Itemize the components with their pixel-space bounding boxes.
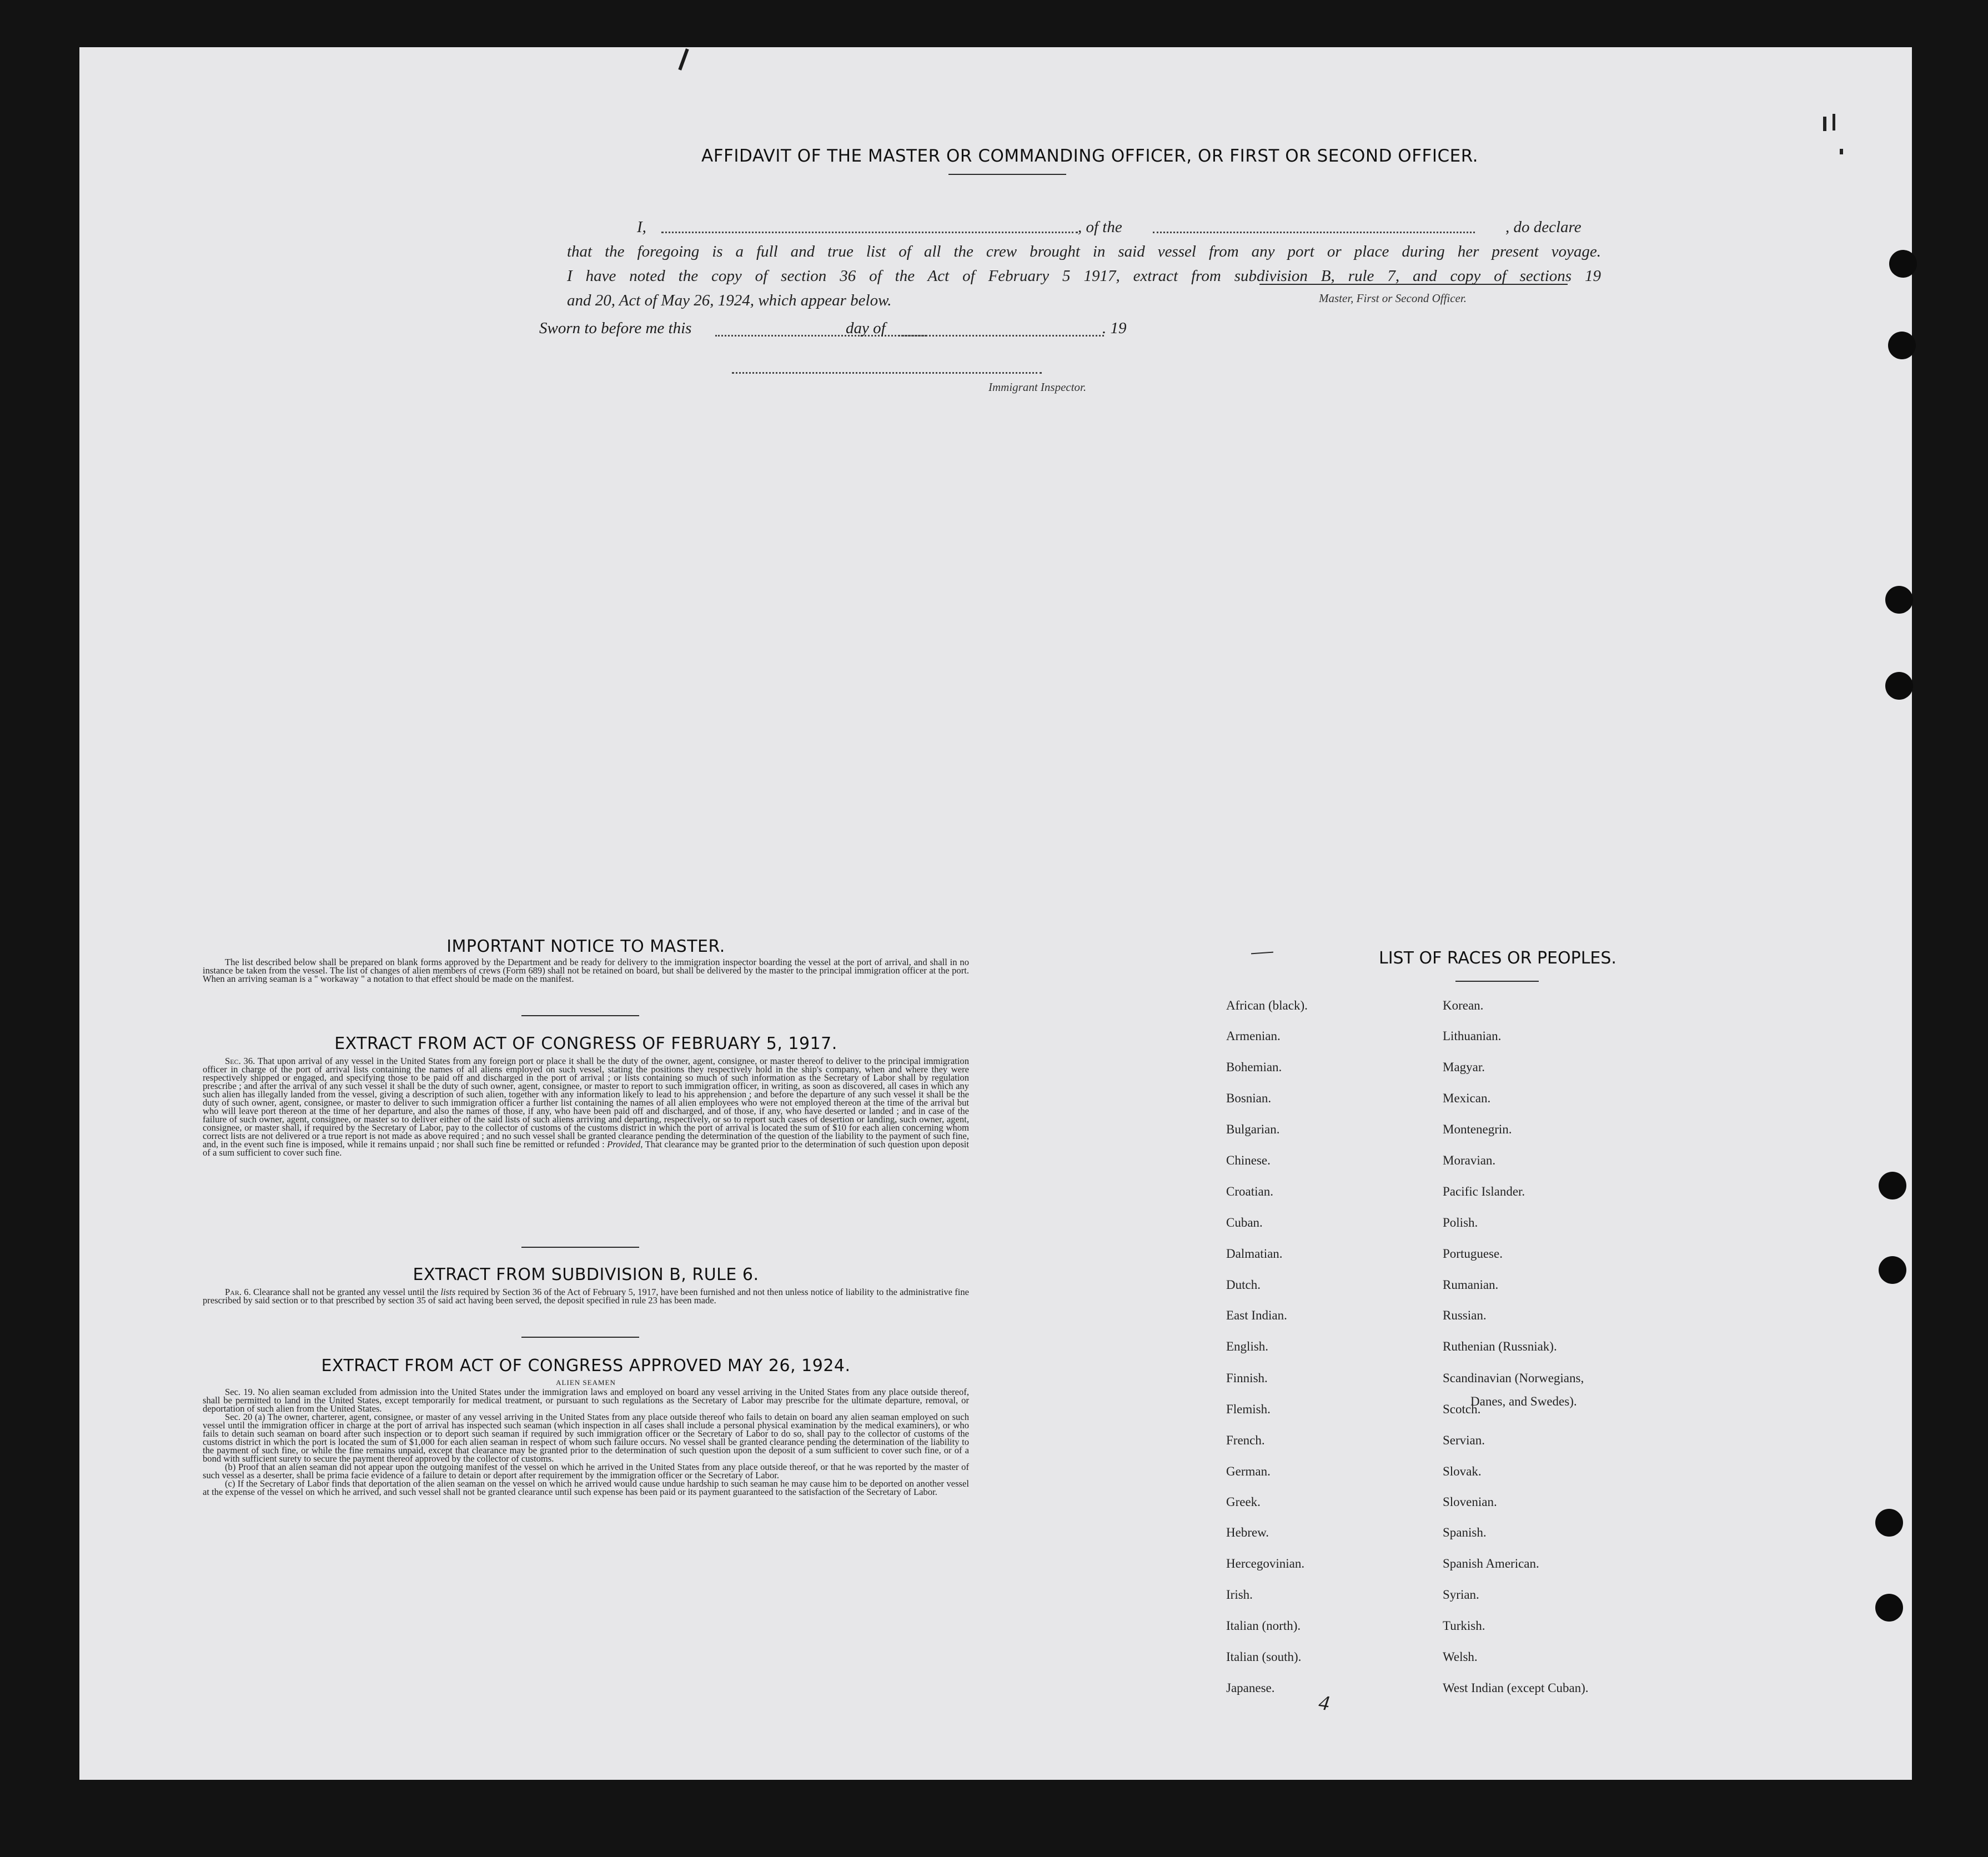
race-item: Armenian.: [1226, 1029, 1281, 1043]
provided-word: Provided,: [607, 1139, 643, 1150]
divider-1: [521, 1015, 639, 1016]
race-item: Hercegovinian.: [1226, 1557, 1305, 1570]
sec-36-text: That upon arrival of any vessel in the United States from any foreign port or place it shall be the duty of the owner, agent, consignee, or master thereof to deliver to the principal immigration officer in charge of the port of arrival lists containing the names of all aliens employed on such vessel, stating the positions they respectively hold in the ship's company, when and where they were respectively shipped or engaged, and specifying those to be paid off and discharged in the port of arrival ; or lists containing so much of such information as the Secretary of Labor shall by regulation prescribe ; and after the arrival of any such vessel it shall be the duty of such owner, agent, consignee, or master to report to such immigration officer, in writing, as soon as discovered, all cases in which any such alien has illegally landed from the vessel, giving a description of such alien, together with any information likely to lead to his apprehension ; and before the departure of any such vessel it shall be the duty of such owner, agent, consignee, or master to deliver to such immigration officer a further list containing the names of all alien employees who were not employed thereon at the time of the arrival but who will leave port thereon at the time of her departure, and also the names of those, if any, who have been paid off and discharged, and of those, if any, who have deserted or landed ; and in case of the failure of such owner, agent, consignee, or master so to deliver either of the said lists of such aliens arriving and departing, respectively, or so to report such cases of desertion or landing, such owner, agent, consignee, or master shall, if required by the Secretary of Labor, pay to the collector of customs of the customs district in which the port of arrival is located the sum of $10 for each alien concerning whom correct lists are not delivered or a true report is not made as above required ; and no such vessel shall be granted clearance pending the determination of the question of the liability to the payment of such fine, and, in the event such fine is imposed, while it remains unpaid ; nor shall such fine be remitted or refunded :: [203, 1056, 969, 1150]
inspector-signature-line: [732, 372, 1042, 374]
extract-1917-title: EXTRACT FROM ACT OF CONGRESS OF FEBRUARY 5, 1917.: [334, 1034, 837, 1053]
race-item: West Indian (except Cuban).: [1443, 1681, 1589, 1695]
torn-edge-mark: [678, 48, 689, 71]
race-item: Rumanian.: [1443, 1278, 1499, 1292]
alien-seamen-subtitle: ALIEN SEAMEN: [556, 1378, 616, 1387]
race-item: Magyar.: [1443, 1060, 1485, 1074]
race-item: Mexican.: [1443, 1091, 1491, 1105]
race-item: Chinese.: [1226, 1153, 1271, 1167]
race-item: Portuguese.: [1443, 1247, 1503, 1261]
race-item: Dutch.: [1226, 1278, 1261, 1292]
affidavit-do-declare: , do declare: [1505, 218, 1582, 236]
vessel-fill-line: [1153, 232, 1475, 233]
race-item: Hebrew.: [1226, 1525, 1269, 1539]
race-item: Flemish.: [1226, 1402, 1271, 1416]
sworn-month-fill: [898, 335, 1104, 337]
extract-1924-title: EXTRACT FROM ACT OF CONGRESS APPROVED MAY 26, 1924.: [321, 1356, 851, 1376]
affidavit-line-4: and 20, Act of May 26, 1924, which appear below.: [567, 292, 892, 309]
races-underline: [1455, 981, 1539, 982]
race-item: English.: [1226, 1339, 1269, 1353]
race-item: Bosnian.: [1226, 1091, 1272, 1105]
race-item: Montenegrin.: [1443, 1122, 1512, 1136]
race-item: Spanish American.: [1443, 1557, 1539, 1570]
race-item: Pacific Islander.: [1443, 1185, 1525, 1198]
race-item: Croatian.: [1226, 1185, 1273, 1198]
race-item: Slovenian.: [1443, 1495, 1497, 1509]
punch-hole: [1879, 1172, 1906, 1199]
extract-rule6-text: [203, 1288, 969, 1304]
race-item: Bulgarian.: [1226, 1122, 1280, 1136]
race-item: Scandinavian (Norwegians,: [1443, 1371, 1584, 1385]
extract-1917-text: [203, 1057, 969, 1157]
notice-title: IMPORTANT NOTICE TO MASTER.: [446, 937, 725, 956]
race-item: Cuban.: [1226, 1216, 1263, 1229]
name-fill-line: [661, 232, 1078, 233]
master-caption: Master, First or Second Officer.: [1319, 292, 1467, 305]
affidavit-i: I,: [637, 218, 646, 236]
race-item: Dalmatian.: [1226, 1247, 1283, 1261]
extract-1924-text: [203, 1388, 969, 1496]
scan-mark: [1823, 117, 1826, 131]
punch-hole: [1885, 672, 1913, 700]
sec-20b-text: (b) Proof that an alien seaman did not appear upon the outgoing manifest of the vessel on which he arrived in the United States from any place outside thereof, or that he was reported by the master of such vessel as a deserter, shall be prima facie evidence of a failure to detain or deport after requirement by the immigration officer or the Secretary of Labor.: [203, 1462, 969, 1480]
race-item: Russian.: [1443, 1308, 1487, 1322]
extract-rule6-title: EXTRACT FROM SUBDIVISION B, RULE 6.: [413, 1265, 759, 1284]
race-item: Korean.: [1443, 998, 1484, 1012]
race-item: Polish.: [1443, 1216, 1478, 1229]
lists-word: lists: [440, 1287, 456, 1297]
sworn-text-2: day of: [846, 319, 886, 337]
affidavit-line-1: [567, 215, 1601, 239]
race-item: Welsh.: [1443, 1650, 1478, 1664]
race-item: German.: [1226, 1464, 1271, 1478]
race-item: Finnish.: [1226, 1371, 1268, 1385]
sworn-text-3: . 19: [1102, 319, 1127, 337]
punch-hole: [1885, 586, 1913, 614]
race-item: Japanese.: [1226, 1681, 1275, 1695]
race-item: Syrian.: [1443, 1588, 1479, 1602]
punch-hole: [1888, 332, 1916, 359]
race-item: East Indian.: [1226, 1308, 1287, 1322]
race-item: Bohemian.: [1226, 1060, 1282, 1074]
race-item: Ruthenian (Russniak).: [1443, 1339, 1557, 1353]
title-underline: [948, 174, 1066, 175]
race-item: Slovak.: [1443, 1464, 1482, 1478]
sec-19-text: Sec. 19. No alien seaman excluded from admission into the United States under the immigration laws and employed on board any vessel arriving in the United States from any place outside thereof, shall be permitted to land in the United States, except temporarily for medical treatment, or pursuant to such regulations as the Secretary of Labor may prescribe for the ultimate departure, removal, or deportation of such alien from the United States.: [203, 1387, 969, 1414]
sec-20c-text: (c) If the Secretary of Labor finds that deportation of the alien seaman on the vessel on which he arrived would cause undue hardship to such seaman he may cause him to be deported on another vessel at the expense of the vessel on which he arrived, and such vessel shall not be granted clearance until such expense has been paid or its payment guaranteed to the satisfaction of the Secretary of Labor.: [203, 1478, 969, 1497]
punch-hole: [1875, 1509, 1903, 1537]
race-item: Servian.: [1443, 1433, 1485, 1447]
sworn-day-fill: [715, 335, 926, 337]
affidavit-line-2: that the foregoing is a full and true list of all the crew brought in said vessel from any port or place during her present voyage.: [567, 243, 1601, 260]
affidavit-title: AFFIDAVIT OF THE MASTER OR COMMANDING OFFICER, OR FIRST OR SECOND OFFICER.: [701, 146, 1479, 166]
par-6-label: Par. 6.: [225, 1287, 251, 1297]
race-item: Moravian.: [1443, 1153, 1496, 1167]
race-item: Scotch.: [1443, 1402, 1481, 1416]
race-item: Lithuanian.: [1443, 1029, 1502, 1043]
divider-3: [521, 1337, 639, 1338]
sec-20a-text: Sec. 20 (a) The owner, charterer, agent, consignee, or master of any vessel arriving in the United States from any place outside thereof who fails to detain on board any alien seaman employed on such vessel until the immigration officer in charge at the port of arrival has inspected such seaman (which inspection in all cases shall include a personal physical examination by the medical examiners), or who fails to detain such seaman on board after such inspection or to deport such seaman if required by such immigration officer or the Secretary of Labor to do so, shall pay to the collector of customs of the customs district in which the port is located the sum of $1,000 for each alien seaman in respect of whom such failure occurs. No vessel shall be granted clearance pending the determination of the liability to the payment of such fine, or while the fine remains unpaid, except that clearance may be granted prior to the determination of such question upon the deposit of a sum sufficient to cover such fine, or of a bond with sufficient surety to secure the payment thereof approved by the collector of customs.: [203, 1412, 969, 1464]
divider-2: [521, 1247, 639, 1248]
race-item: Greek.: [1226, 1495, 1261, 1509]
race-scandinavian-cont: Danes, and Swedes).: [1470, 1394, 1577, 1408]
sec-36-text-end: That clearance may be granted prior to the determination of such question upon deposit of a sum sufficient to cover such fine.: [203, 1139, 969, 1158]
race-item: Spanish.: [1443, 1525, 1487, 1539]
affidavit-of-the: , of the: [1078, 218, 1122, 236]
race-item: French.: [1226, 1433, 1265, 1447]
race-item: African (black).: [1226, 998, 1308, 1012]
punch-hole: [1889, 250, 1917, 278]
notice-paragraph: The list described below shall be prepared on blank forms approved by the Department and be ready for delivery to the immigration inspector boarding the vessel at the port of arrival, and shall in no instance be taken from the vessel. The list of changes of alien members of crews (Form 689) shall not be retained on board, but shall be delivered by the master to the principal immigration officer at the port. When an arriving seaman is a " workaway " a notation to that effect should be made on the manifest.: [203, 957, 969, 984]
stray-mark: [1251, 952, 1273, 955]
rule6-text-b: required by Section 36 of the Act of February 5, 1917, have been furnished and not then unless notice of liability to the administrative fine prescribed by said section or to that prescribed by section 35 of said act having been served, the deposit specified in rule 23 has been made.: [203, 1287, 970, 1306]
races-title: LIST OF RACES OR PEOPLES.: [1379, 948, 1616, 968]
document-page: [79, 47, 1912, 1780]
inspector-caption: Immigrant Inspector.: [988, 380, 1087, 394]
affidavit-line-3: I have noted the copy of section 36 of the Act of February 5 1917, extract from subdivision B, rule 7, and copy of sections 19: [567, 267, 1601, 285]
sec-36-label: Sec. 36.: [225, 1056, 255, 1066]
punch-hole: [1875, 1594, 1903, 1622]
sworn-text-1: Sworn to before me this: [539, 319, 692, 337]
scan-mark: [1833, 114, 1835, 131]
race-item: Italian (north).: [1226, 1619, 1301, 1633]
rule6-text-a: Clearance shall not be granted any vessel until the: [253, 1287, 439, 1297]
master-signature-line: [1259, 284, 1568, 285]
race-item: Irish.: [1226, 1588, 1253, 1602]
scan-mark: [1840, 149, 1843, 154]
punch-hole: [1879, 1256, 1906, 1284]
notice-text: [203, 958, 969, 983]
race-item: Italian (south).: [1226, 1650, 1302, 1664]
handwritten-mark: 4: [1317, 1690, 1331, 1716]
race-item: Turkish.: [1443, 1619, 1485, 1633]
